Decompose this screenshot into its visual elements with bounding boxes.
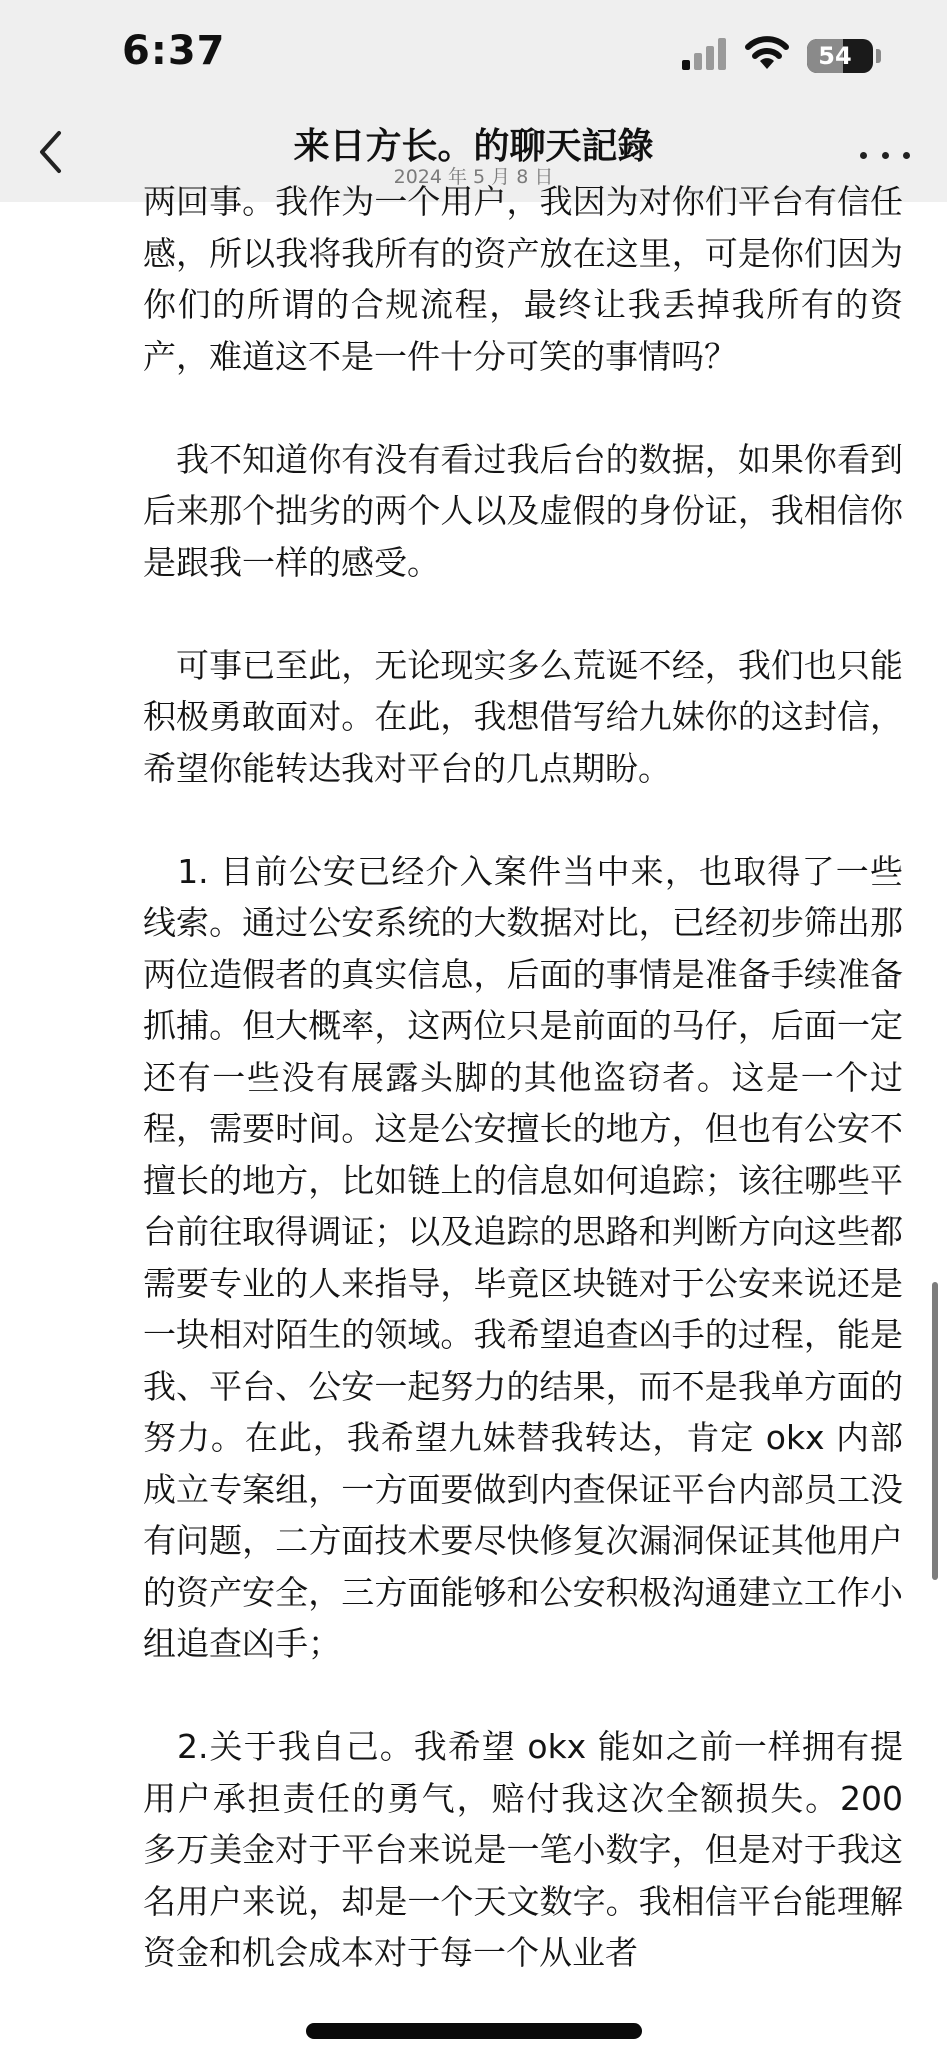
- vertical-scrollbar[interactable]: [932, 1282, 938, 1580]
- more-dot-icon: [882, 152, 889, 159]
- wifi-icon: [744, 34, 790, 70]
- home-indicator[interactable]: [306, 2023, 642, 2039]
- letter-paragraph: 可事已至此，无论现实多么荒诞不经，我们也只能积极勇敢面对。在此，我想借写给九妹你的这封信，希望你能转达我对平台的几点期盼。: [143, 645, 903, 788]
- more-options-button[interactable]: [860, 140, 910, 170]
- chat-record-date: 2024 年 5 月 8 日: [393, 166, 554, 188]
- cellular-signal-icon: [682, 38, 728, 70]
- chat-record-content[interactable]: [0, 182, 947, 2048]
- chat-record-title: 来日方长。的聊天記錄: [293, 126, 654, 167]
- more-dot-icon: [903, 152, 910, 159]
- letter-text: [143, 176, 903, 1979]
- letter-paragraph: 1. 目前公安已经介入案件当中来，也取得了一些线索。通过公安系统的大数据对比，已经初步筛出那两位造假者的真实信息，后面的事情是准备手续准备抓捕。但大概率，这两位只是前面的马仔，后面一定还有一些没有展露头脚的其他盗窃者。这是一个过程，需要时间。这是公安擅长的地方，但也有公安不擅长的地方，比如链上的信息如何追踪；该往哪些平台前往取得调证；以及追踪的思路和判断方向这些都需要专业的人来指导，毕竟区块链对于公安来说还是一块相对陌生的领域。我希望追查凶手的过程，能是我、平台、公安一起努力的结果，而不是我单方面的努力。在此，我希望九妹替我转达，肯定 okx 内部成立专案组，一方面要做到内查保证平台内部员工没有问题，二方面技术要尽快修复次漏洞保证其他用户的资产安全，三方面能够和公安积极沟通建立工作小组追查凶手；: [143, 851, 903, 1663]
- status-time: 6:37: [122, 28, 226, 74]
- more-dot-icon: [860, 152, 867, 159]
- battery-icon: [807, 39, 873, 73]
- letter-paragraph: 我不知道你有没有看过我后台的数据，如果你看到后来那个拙劣的两个人以及虚假的身份证，我相信你是跟我一样的感受。: [143, 439, 903, 582]
- status-bar: [0, 0, 947, 112]
- battery-tip: [876, 49, 881, 63]
- letter-paragraph: 2.关于我自己。我希望 okx 能如之前一样拥有提用户承担责任的勇气，赔付我这次全额损失。200 多万美金对于平台来说是一笔小数字，但是对于我这名用户来说，却是一个天文数字。我相信平台能理解资金和机会成本对于每一个从业者: [143, 1727, 903, 1972]
- letter-paragraph: 两回事。我作为一个用户，我因为对你们平台有信任感，所以我将我所有的资产放在这里，可是你们因为你们的所谓的合规流程，最终让我丢掉我所有的资产，难道这不是一件十分可笑的事情吗？: [143, 182, 903, 376]
- battery-percentage: 54: [818, 42, 852, 70]
